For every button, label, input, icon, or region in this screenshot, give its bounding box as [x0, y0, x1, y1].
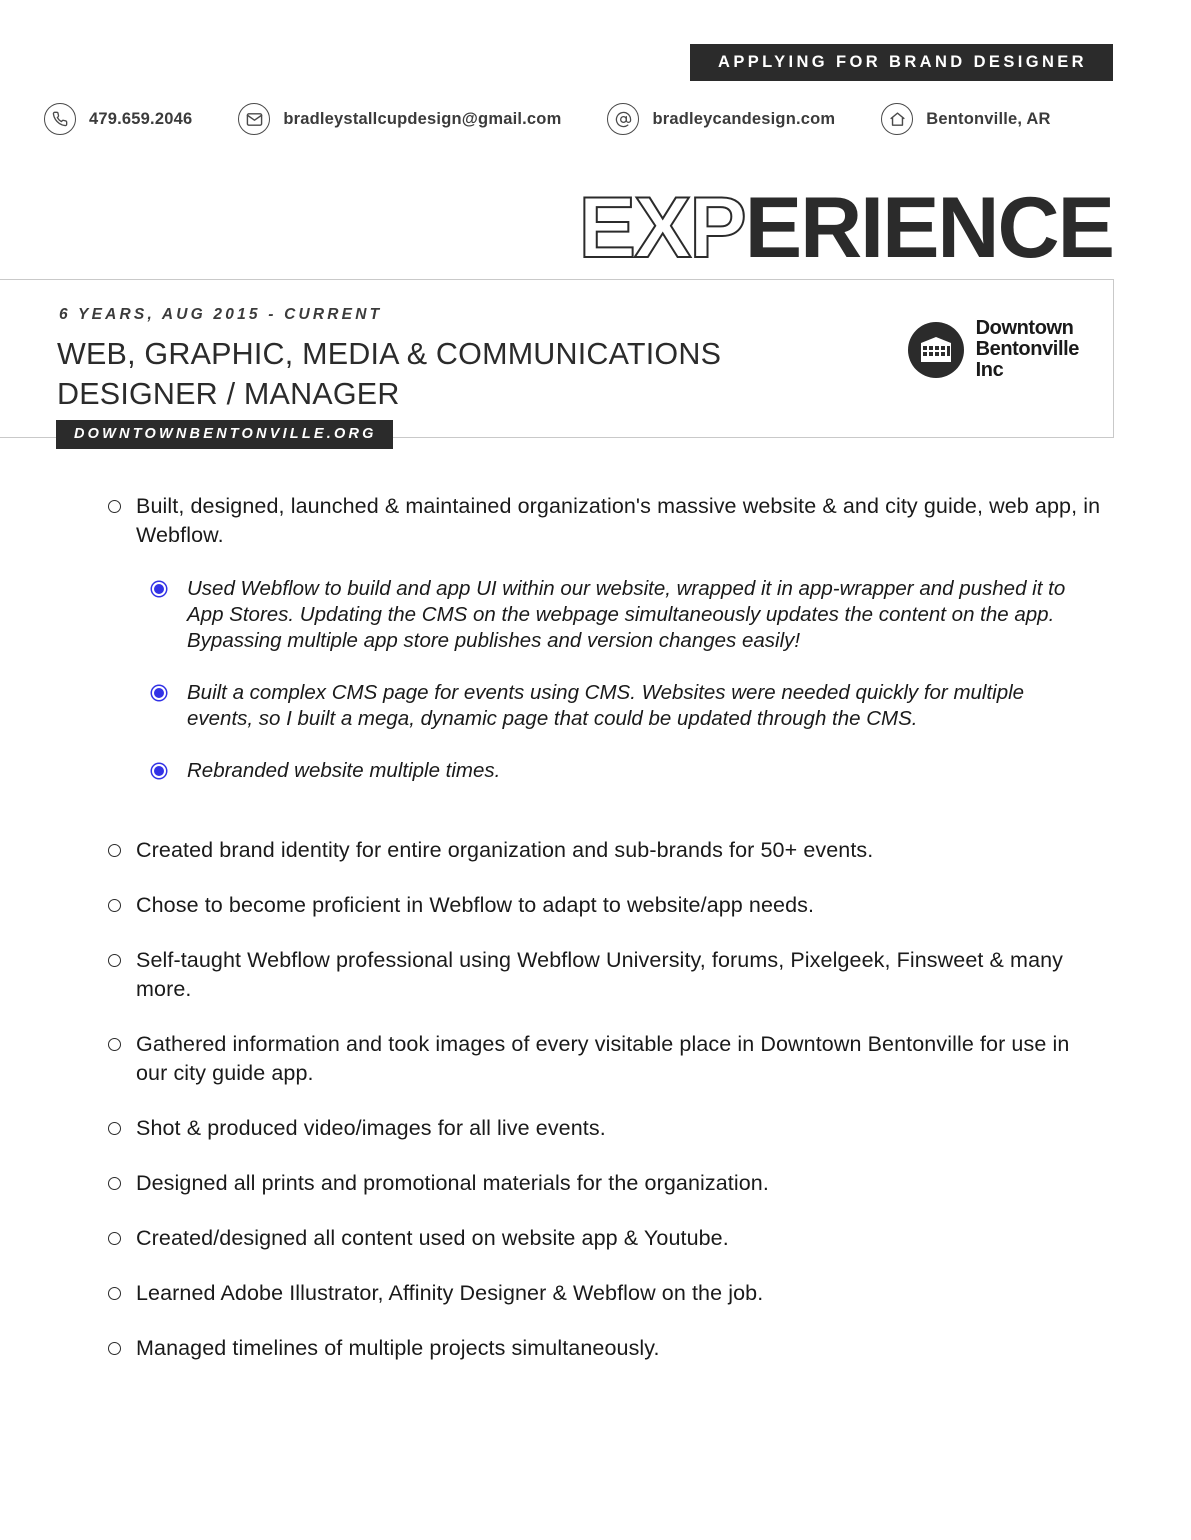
list-item — [0, 1030, 1191, 1088]
contact-location[interactable] — [881, 103, 1050, 135]
list-item-text: Built, designed, launched & maintained organization's massive website & and city guide, web app, in Webflow. — [136, 494, 1101, 547]
contact-location-text: Bentonville, AR — [926, 109, 1051, 128]
job-header-box — [0, 279, 1114, 438]
list-item-text: Shot & produced video/images for all live events. — [136, 1116, 606, 1140]
job-title: WEB, GRAPHIC, MEDIA & COMMUNICATIONS DESIGNER / MANAGER — [57, 337, 722, 411]
experience-bullet-list — [0, 492, 1191, 1389]
list-item-text: Designed all prints and promotional materials for the organization. — [136, 1171, 769, 1195]
circle-bullet-icon — [108, 1287, 121, 1300]
list-item-text: Chose to become proficient in Webflow to adapt to website/app needs. — [136, 893, 815, 917]
circle-bullet-icon — [108, 844, 121, 857]
list-item-text: Used Webflow to build and app UI within our website, wrapped it in app-wrapper and pushed it to App Stores. Updating the CMS on the webpage simultaneously updates the content on the app. Bypassing multiple app store publishes and version changes easily! — [187, 577, 1066, 652]
company-name — [976, 318, 1079, 381]
company-url-tag[interactable]: DOWNTOWNBENTONVILLE.ORG — [56, 420, 393, 449]
header-banner-row — [0, 44, 1191, 82]
contact-phone[interactable] — [44, 103, 192, 135]
contact-email[interactable] — [238, 103, 561, 135]
list-item — [0, 1169, 1191, 1198]
dot-bullet-icon — [152, 764, 166, 778]
section-title-outline-part: EXP — [578, 180, 745, 276]
list-item-text: Rebranded website multiple times. — [187, 759, 501, 782]
list-item-text: Learned Adobe Illustrator, Affinity Designer & Webflow on the job. — [136, 1281, 764, 1305]
list-item — [0, 492, 1191, 550]
list-item-text: Managed timelines of multiple projects simultaneously. — [136, 1336, 660, 1360]
circle-bullet-icon — [108, 1232, 121, 1245]
contact-website[interactable] — [607, 103, 835, 135]
job-dates: 6 YEARS, AUG 2015 - CURRENT — [59, 306, 383, 323]
list-item-text: Built a complex CMS page for events using CMS. Websites were needed quickly for multiple events, so I built a mega, dynamic page that could be updated through the CMS. — [187, 681, 1025, 730]
applying-for-banner: APPLYING FOR BRAND DESIGNER — [690, 44, 1113, 81]
circle-bullet-icon — [108, 1038, 121, 1051]
section-title-solid-part: ERIENCE — [744, 180, 1113, 276]
list-item — [0, 758, 1191, 784]
contact-phone-text: 479.659.2046 — [89, 109, 193, 128]
company-name-line3: Inc — [975, 359, 1004, 381]
dot-bullet-icon — [152, 582, 166, 596]
list-item — [0, 1224, 1191, 1253]
company-logo — [908, 318, 1079, 381]
list-item — [0, 836, 1191, 865]
list-item — [0, 576, 1191, 654]
circle-bullet-icon — [108, 1122, 121, 1135]
list-item — [0, 1114, 1191, 1143]
building-icon — [908, 322, 964, 378]
list-item-text: Self-taught Webflow professional using Webflow University, forums, Pixelgeek, Finsweet & many more. — [136, 948, 1064, 1001]
circle-bullet-icon — [108, 899, 121, 912]
list-item — [0, 680, 1191, 732]
company-name-line2: Bentonville — [975, 338, 1079, 360]
home-icon — [881, 103, 913, 135]
list-item-text: Created/designed all content used on website app & Youtube. — [136, 1226, 729, 1250]
circle-bullet-icon — [108, 1177, 121, 1190]
at-sign-icon — [607, 103, 639, 135]
list-item — [0, 891, 1191, 920]
circle-bullet-icon — [108, 954, 121, 967]
circle-bullet-icon — [108, 500, 121, 513]
envelope-icon — [238, 103, 270, 135]
experience-sub-bullet-list — [0, 576, 1191, 784]
list-item-text: Gathered information and took images of every visitable place in Downtown Bentonville for use in our city guide app. — [136, 1032, 1070, 1085]
list-item — [0, 1279, 1191, 1308]
circle-bullet-icon — [108, 1342, 121, 1355]
contact-website-text: bradleycandesign.com — [652, 109, 836, 128]
dot-bullet-icon — [152, 686, 166, 700]
list-item — [0, 1334, 1191, 1363]
contact-email-text: bradleystallcupdesign@gmail.com — [283, 109, 562, 128]
section-title — [0, 180, 1191, 276]
company-name-line1: Downtown — [975, 317, 1074, 339]
list-item — [0, 946, 1191, 1004]
list-item-text: Created brand identity for entire organization and sub-brands for 50+ events. — [136, 838, 874, 862]
phone-icon — [44, 103, 76, 135]
contact-row — [44, 95, 1154, 143]
